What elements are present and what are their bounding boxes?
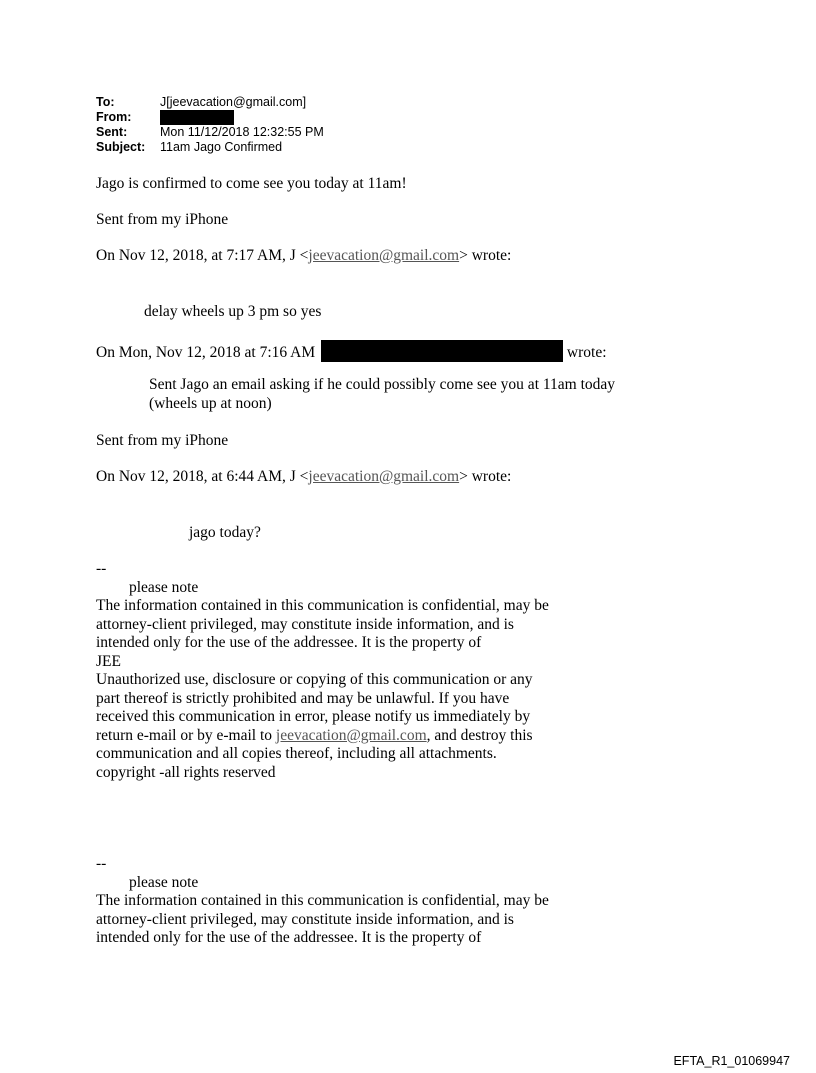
from-redaction: [160, 110, 234, 125]
sent-from-iphone-2: Sent from my iPhone: [96, 432, 229, 449]
quote-attribution-1: On Nov 12, 2018, at 7:17 AM, J <jeevacation@gmail.com> wrote:: [96, 247, 512, 264]
sent-value: Mon 11/12/2018 12:32:55 PM: [160, 125, 324, 139]
reply-sent-jago-email: Sent Jago an email asking if he could possibly come see you at 11am today (wheels up at noon): [149, 376, 616, 412]
to-value: J[jeevacation@gmail.com]: [160, 95, 307, 109]
subject-label: Subject:: [96, 140, 146, 154]
disclaimer-paragraph-2: Unauthorized use, disclosure or copying of this communication or any part thereof is strictly prohibited and may be unlawful. If you have received this communication in error, please notify us immediately by return e-mail or by e-mail to jeevacation@gmail.com, and destroy this communication and all copies thereof, including all attachments. copyright -all rights reserved: [96, 671, 533, 781]
sent-from-iphone-1: Sent from my iPhone: [96, 211, 229, 228]
quote-attribution-3: On Nov 12, 2018, at 6:44 AM, J <jeevacation@gmail.com> wrote:: [96, 468, 512, 485]
original-message: jago today?: [189, 524, 261, 541]
disclaimer-2: [96, 855, 556, 948]
disclaimer-paragraph-1: The information contained in this communication is confidential, may be attorney-client privileged, may constitute inside information, and is intended only for the use of the addressee. It is the property of: [96, 597, 549, 651]
disclaimer-owner: JEE: [96, 652, 121, 670]
quote-attribution-2: On Mon, Nov 12, 2018 at 7:16 AM wrote:: [96, 340, 607, 363]
disclaimer-1: [96, 560, 556, 782]
bates-number: EFTA_R1_01069947: [673, 1054, 790, 1068]
signature-separator: --: [96, 560, 107, 577]
sender-redaction: [321, 340, 563, 362]
email-link-3[interactable]: jeevacation@gmail.com: [308, 468, 460, 485]
sent-label: Sent:: [96, 125, 128, 139]
to-label: To:: [96, 95, 115, 109]
disclaimer-paragraph-repeat: The information contained in this communication is confidential, may be attorney-client privileged, may constitute inside information, and is intended only for the use of the addressee. It is the property of: [96, 892, 549, 946]
confirmation-line: Jago is confirmed to come see you today at 11am!: [96, 175, 407, 192]
signature-separator-2: --: [96, 855, 107, 872]
from-label: From:: [96, 110, 132, 124]
please-note-heading-2: please note: [129, 873, 199, 891]
email-link-1[interactable]: jeevacation@gmail.com: [308, 247, 460, 264]
disclaimer-email-link[interactable]: jeevacation@gmail.com: [275, 726, 427, 744]
please-note-heading: please note: [129, 578, 199, 596]
subject-value: 11am Jago Confirmed: [160, 140, 283, 154]
reply-wheels-up: delay wheels up 3 pm so yes: [144, 303, 322, 320]
